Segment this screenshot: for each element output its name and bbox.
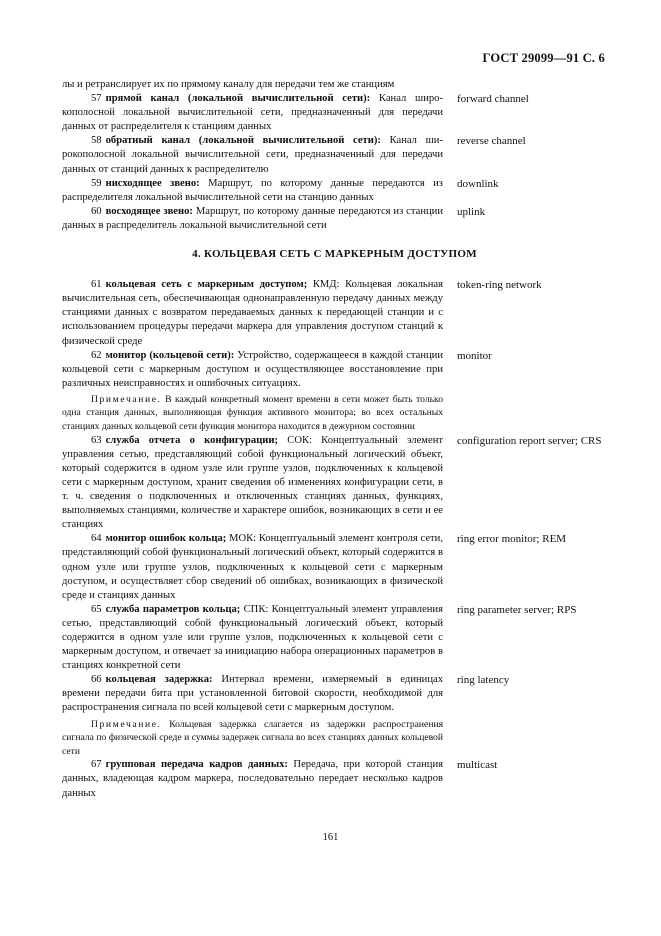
term-definition <box>62 434 443 533</box>
note-text: Кольцевая задержка слагается из задержки распространения сигнала по физической среде и суммы задержек сигнала во всех станциях данных кольцевой сети <box>62 718 443 757</box>
english-term: ring parameter server; RPS <box>457 603 577 616</box>
term-text: Маршрут, по которому данные передаются из распределителя локальной вычислительной сети на станцию данных <box>62 177 443 203</box>
term-definition <box>62 92 443 134</box>
term-number: 60 <box>91 205 102 217</box>
term-entry <box>62 205 607 233</box>
english-term: multicast <box>457 759 498 772</box>
term-number: 59 <box>91 177 102 189</box>
term-number: 62 <box>91 349 102 361</box>
term-entry <box>62 349 607 391</box>
english-term: forward channel <box>457 93 529 106</box>
english-term: configuration report server; CRS <box>457 434 602 447</box>
term-definition <box>62 603 443 673</box>
term-definition <box>62 177 443 205</box>
english-term: ring error monitor; REM <box>457 533 567 546</box>
english-term: token-ring network <box>457 279 542 292</box>
term-number: 63 <box>91 434 102 446</box>
term-title: кольцевая сеть с маркерным доступом; <box>105 279 308 291</box>
term-definition <box>62 205 443 233</box>
term-entry <box>62 134 607 176</box>
term-entry <box>62 603 607 673</box>
term-number: 58 <box>91 135 102 147</box>
english-term: uplink <box>457 205 486 218</box>
term-title: прямой канал (локальной вычислительной сети): <box>105 93 371 105</box>
term-text: Канал широкополосной локальной вычислительной сети, предназначенный для передачи данных от распределителя к станциям данных <box>62 93 443 133</box>
term-number: 67 <box>91 759 102 771</box>
term-title: восходящее звено: <box>105 205 193 217</box>
term-text: Устройство, содержащееся в каждой станции кольцевой сети с маркерным доступом и осуществляющее восстановление при различных неисправностях и ошибочных ситуациях. <box>62 349 443 389</box>
english-term: monitor <box>457 349 492 362</box>
term-title: кольцевая задержка: <box>105 674 213 686</box>
term-number: 65 <box>91 603 102 615</box>
term-title: монитор ошибок кольца; <box>105 533 227 545</box>
term-entry <box>62 92 607 134</box>
term-text: Канал широкополосной локальной вычислительной сети, предназначенный для передачи данных от станций данных к распределителю <box>62 135 443 175</box>
term-definition <box>62 278 443 348</box>
term-definition <box>62 532 443 602</box>
term-title: служба отчета о конфигурации; <box>105 434 279 446</box>
term-definition <box>62 758 443 800</box>
term-definition <box>62 349 443 391</box>
term-number: 57 <box>91 93 102 105</box>
lead-entry <box>62 78 607 92</box>
term-text: КМД: Кольцевая локальная вычислительная сеть, обеспечивающая однонаправленную передачу данных между станциями данных с возвратом передаваемых данных к передающей станции и с использованием процедуры передачи маркера для управления доступом станций к физической среде <box>62 279 444 347</box>
term-entry <box>62 434 607 533</box>
note <box>62 393 443 434</box>
page-number: 161 <box>322 832 339 843</box>
term-entry <box>62 177 607 205</box>
term-number: 66 <box>91 674 102 686</box>
term-definition <box>62 134 443 176</box>
term-title: групповая передача кадров данных: <box>105 759 288 771</box>
english-term: reverse channel <box>457 135 526 148</box>
page-header: ГОСТ 29099—91 С. 6 <box>482 51 605 65</box>
term-text: СОК: Концептуальный элемент управления сетью, представляющий собой функциональный логический объект, который содержится в одном узле или группе узлов, подключенных к кольцевой сети с маркерным доступом, хранит сведения об изменениях конфигурации сети, в т. ч. сведения о подключенных и отключенных станциях данных, функциях, выполняемых станциями, количестве и характере ошибок, возникающих в сети и ее станциях <box>62 434 443 531</box>
english-term: ring latency <box>457 674 510 687</box>
note-label: Примечание. <box>91 393 162 405</box>
term-text: Передача, при которой станция данных, владеющая кадром маркера, последовательно передает несколько кадров данных <box>62 759 443 799</box>
term-text: Интервал времени, измеряемый в единицах времени передачи бита при установленной битовой скорости, необходимой для распространения сигнала по всей кольцевой сети с маркерным доступом. <box>62 674 443 714</box>
term-number: 61 <box>91 279 102 291</box>
term-entry <box>62 673 607 715</box>
term-text: СПК: Концептуальный элемент управления сетью, представляющий собой функциональный логический объект, который содержится в одном узле или группе узлов, подключенных к кольцевой сети с маркерным доступом, и отвечает за инициацию набора операционных параметров в станциях конкретной сети <box>62 603 443 672</box>
term-entry <box>62 758 607 800</box>
section-heading: 4. КОЛЬЦЕВАЯ СЕТЬ С МАРКЕРНЫМ ДОСТУПОМ <box>192 248 477 261</box>
term-number: 64 <box>91 533 102 545</box>
term-title: служба параметров кольца; <box>105 603 241 615</box>
term-entry <box>62 278 607 348</box>
term-text: Маршрут, по которому данные передаются из станции данных в распределитель локальной вычислительной сети <box>62 205 443 231</box>
english-term: downlink <box>457 177 499 190</box>
term-definition <box>62 673 443 715</box>
term-title: обратный канал (локальной вычислительной сети): <box>105 135 381 147</box>
main-content <box>62 78 607 801</box>
lead-paragraph: лы и ретранслирует их по прямому каналу для передачи тем же станциям <box>62 79 395 90</box>
note-label: Примечание. <box>91 718 162 730</box>
term-title: монитор (кольцевой сети): <box>105 349 235 361</box>
term-title: нисходящее звено: <box>105 177 200 189</box>
note <box>62 718 443 759</box>
term-text: МОК: Концептуальный элемент контроля сети, представляющий собой функциональный логический объект, который содержится в одном узле или группе узлов, подключенных к кольцевой сети с маркерным доступом, и осуществляет сбор сведений об ошибках, возникающих в физической среде и станциях данных <box>62 533 443 601</box>
note-text: В каждый конкретный момент времени в сети может быть только одна станция данных, выполняющая функция активного монитора; во всех остальных станциях данных кольцевой сети функция монитора находится в дежурном состоянии <box>62 393 443 433</box>
term-entry <box>62 532 607 602</box>
